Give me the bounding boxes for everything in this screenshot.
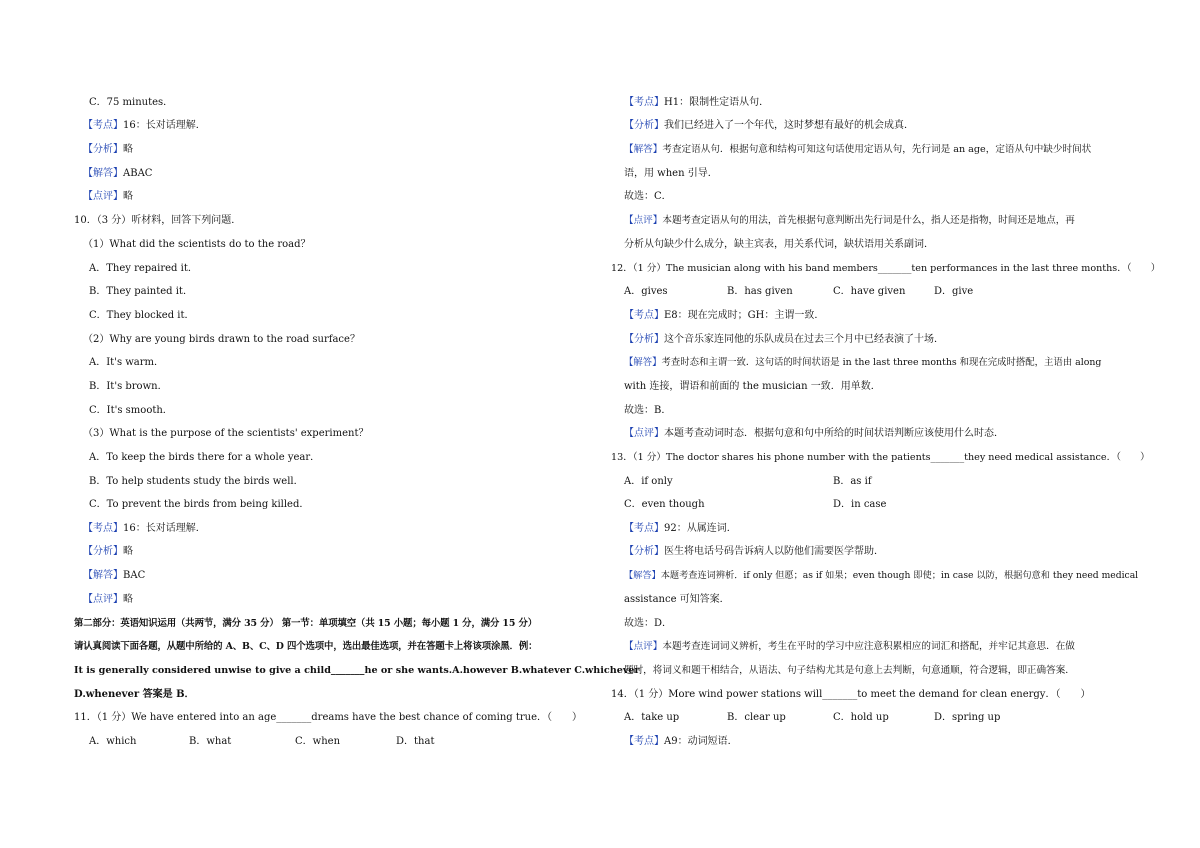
q11-stem: 11．（1 分）We have entered into an age_______dreams have the best chance of coming true．（ ） [74,712,582,723]
q9-kaodian: 【考点】16：长对话理解． [83,120,206,131]
q11-guxuan: 故选：C． [624,191,672,202]
q14-option-c: C．hold up [833,712,889,723]
q11-dianping: 【点评】本题考查定语从句的用法，首先根据句意判断出先行词是什么，指人还是指物，时间还是地点，再 [624,215,1075,226]
q12-fenxi: 【分析】这个音乐家连同他的乐队成员在过去三个月中已经表演了十场． [624,334,944,345]
q12-option-b: B．has given [727,286,793,297]
part2-example-answer: D.whenever 答案是 B． [74,689,195,700]
q10-sub3-option-c: C．To prevent the birds from being killed． [89,499,310,510]
q13-fenxi: 【分析】医生将电话号码告诉病人以防他们需要医学帮助． [624,546,884,557]
q12-jieda: 【解答】考查时态和主谓一致．这句话的时间状语是 in the last three months 和现在完成时搭配，主语由 along [624,357,1102,368]
q13-option-a: A．if only [624,476,673,487]
q13-guxuan: 故选：D． [624,618,673,629]
q13-stem: 13．（1 分）The doctor shares his phone number with the patients_______they need medical assistance．（ ） [611,452,1150,463]
q11-option-d: D．that [396,736,435,747]
q13-option-d: D．in case [833,499,887,510]
q9-dianping: 【点评】略 [83,191,133,202]
q9-option-c: C．75 minutes． [89,97,174,108]
part2-example-line: It is generally considered unwise to give a child_______he or she wants.A.however B.whatever C.whichever [74,665,640,676]
q11-kaodian: 【考点】H1：限制性定语从句． [624,97,770,108]
q13-jieda-cont: assistance 可知答案． [624,594,730,605]
q13-dianping: 【点评】本题考查连词词义辨析，考生在平时的学习中应注意积累相应的词汇和搭配，并牢记其意思．在做 [624,641,1075,652]
q12-option-a: A．gives [624,286,668,297]
q10-dianping: 【点评】略 [83,594,133,605]
q10-sub1-option-b: B．They painted it． [89,286,193,297]
q11-option-b: B．what [189,736,232,747]
q10-stem: 10．（3 分）听材料，回答下列问题． [74,215,242,226]
q14-option-b: B．clear up [727,712,786,723]
q10-jieda: 【解答】BAC [83,570,146,581]
q14-kaodian: 【考点】A9：动词短语． [624,736,738,747]
q13-option-b: B．as if [833,476,872,487]
q11-dianping-cont: 分析从句缺少什么成分，缺主宾表，用关系代词，缺状语用关系副词． [624,239,934,250]
q10-sub3: （3）What is the purpose of the scientists' experiment？ [83,428,369,439]
q12-option-d: D．give [934,286,974,297]
q10-sub3-option-a: A．To keep the birds there for a whole year． [89,452,321,463]
q9-fenxi: 【分析】略 [83,144,133,155]
q12-kaodian: 【考点】E8：现在完成时；GH：主谓一致． [624,310,825,321]
q11-option-a: A．which [89,736,137,747]
q9-jieda: 【解答】ABAC [83,168,153,179]
q14-option-a: A．take up [624,712,680,723]
q13-jieda: 【解答】本题考查连词辨析．if only 但愿；as if 如果；even though 即使；in case 以防，根据句意和 they need medical [624,570,1139,581]
q11-jieda: 【解答】考查定语从句．根据句意和结构可知这句话使用定语从句，先行词是 an age，定语从句中缺少时间状 [624,144,1092,155]
part2-header-line1: 第二部分：英语知识运用（共两节，满分 35 分） 第一节：单项填空（共 15 小题；每小题 1 分，满分 15 分） [74,618,537,629]
q10-sub2-option-b: B．It's brown． [89,381,168,392]
q10-sub3-option-b: B．To help students study the birds well． [89,476,304,487]
q11-option-c: C．when [295,736,341,747]
q14-stem: 14．（1 分）More wind power stations will_______to meet the demand for clean energy．（ ） [611,689,1091,700]
q10-sub2-option-c: C．It's smooth． [89,405,173,416]
q13-kaodian: 【考点】92：从属连词． [624,523,737,534]
q12-guxuan: 故选：B． [624,405,672,416]
q10-sub1-option-c: C．They blocked it． [89,310,195,321]
q10-fenxi: 【分析】略 [83,546,133,557]
q10-sub2-option-a: A．It's warm． [89,357,165,368]
q10-sub1-option-a: A．They repaired it． [89,263,198,274]
q10-sub1: （1）What did the scientists do to the road？ [83,239,311,250]
q12-dianping: 【点评】本题考查动词时态．根据句意和句中所给的时间状语判断应该使用什么时态． [624,428,1004,439]
q13-option-c: C．even though [624,499,705,510]
part2-header-line2: 请认真阅读下面各题，从题中所给的 A、B、C、D 四个选项中，选出最佳选项，并在答题卡上将该项涂黑．例： [74,641,538,652]
q11-fenxi: 【分析】我们已经进入了一个年代，这时梦想有最好的机会成真． [624,120,914,131]
q13-dianping-cont: 题时，将词义和题干相结合，从语法、句子结构尤其是句意上去判断，句意通顺，符合逻辑，即正确答案． [624,665,1075,676]
q12-stem: 12．（1 分）The musician along with his band members_______ten performances in the last three months．（ ） [611,263,1161,274]
q12-jieda-cont: with 连接，谓语和前面的 the musician 一致．用单数． [624,381,881,392]
q14-option-d: D．spring up [934,712,1001,723]
q11-jieda-cont: 语，用 when 引导． [624,168,718,179]
q12-option-c: C．have given [833,286,906,297]
q10-sub2: （2）Why are young birds drawn to the road surface？ [83,334,360,345]
q10-kaodian: 【考点】16：长对话理解． [83,523,206,534]
